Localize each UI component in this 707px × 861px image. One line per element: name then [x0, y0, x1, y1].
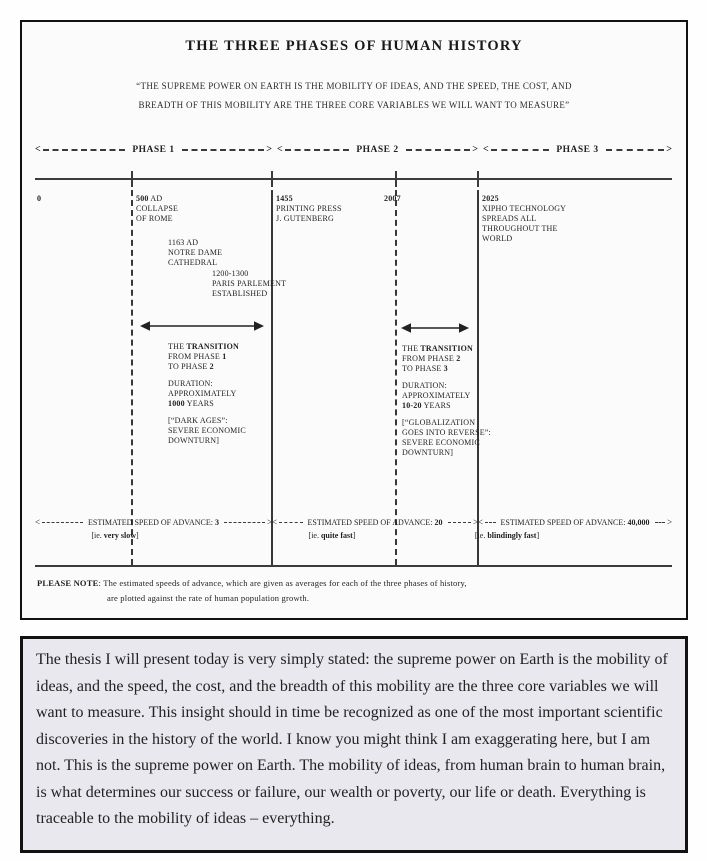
right-arrowhead: >: [666, 144, 672, 155]
left-arrowhead: <: [483, 144, 489, 155]
right-arrowhead: >: [266, 144, 272, 155]
transition2-double-arrow-icon: [400, 321, 470, 335]
right-arrowhead: >: [266, 517, 273, 527]
event-printing-press: [276, 194, 342, 224]
transition-text: APPROXIMATELY: [168, 389, 237, 398]
event-year-suffix: AD: [148, 194, 163, 203]
event-line: XIPHO TECHNOLOGY: [482, 204, 567, 213]
left-arrowhead: <: [277, 144, 283, 155]
annotation-line: PARIS PARLEMENT: [212, 279, 287, 288]
transition-to-phase: 3: [443, 364, 448, 373]
speed-value: 20: [434, 517, 443, 527]
tick-2007: [395, 171, 397, 187]
qualifier-text: [ie.: [91, 531, 104, 540]
transition-duration-label: DURATION:: [402, 381, 447, 390]
transition-from-phase: 2: [456, 354, 461, 363]
event-2007: [384, 194, 401, 204]
dash-line: [655, 522, 665, 523]
annotation-line: 1200-1300: [212, 269, 249, 278]
tick-500ad: [131, 171, 133, 187]
event-collapse-of-rome: [136, 194, 178, 224]
transition-note-line: GOES INTO REVERSE”:: [402, 428, 491, 437]
transition-to-phase: 2: [209, 362, 214, 371]
transition2-text: [402, 344, 491, 465]
qualifier-text: ]: [352, 531, 356, 540]
transition-text: TO PHASE: [168, 362, 210, 371]
annotation-paris-parlement: [212, 269, 286, 299]
thesis-panel: [20, 636, 688, 853]
transition-text: YEARS: [421, 401, 451, 410]
timeline-diagram-panel: [20, 20, 688, 620]
transition-title: TRANSITION: [186, 342, 240, 351]
transition1-text: [168, 342, 246, 453]
event-year: 0: [37, 194, 42, 203]
dash-line: [285, 149, 350, 151]
dash-line: [182, 149, 265, 151]
right-arrowhead: >: [666, 517, 673, 527]
transition-note-line: DOWNTURN]: [168, 436, 220, 445]
dash-line: [43, 149, 126, 151]
speed-label-text: ESTIMATED SPEED OF ADVANCE:: [88, 517, 215, 527]
left-arrowhead: <: [35, 517, 41, 527]
transition-duration-value: 10-20: [402, 401, 422, 410]
transition-title: TRANSITION: [420, 344, 474, 353]
speed-qualifier-phase2: [277, 531, 387, 540]
speed-phase1: [35, 516, 272, 528]
transition1-double-arrow-icon: [139, 319, 265, 333]
annotation-notre-dame: [168, 238, 222, 268]
speed-label: [85, 518, 222, 527]
please-note-line1: [37, 578, 467, 588]
event-year: 2025: [482, 194, 499, 203]
dash-line: [42, 522, 83, 523]
dash-line: [491, 149, 550, 151]
qualifier-text: [ie.: [308, 531, 321, 540]
transition-note-line: [“GLOBALIZATION: [402, 418, 476, 427]
tick-2025: [477, 171, 479, 187]
transition-text: YEARS: [184, 399, 214, 408]
divider-1455-solid-line: [271, 190, 273, 565]
event-xipho-technology: [482, 194, 566, 244]
right-arrowhead: >: [472, 517, 479, 527]
dash-line: [448, 522, 471, 523]
transition-note-line: SEVERE ECONOMIC: [168, 426, 246, 435]
phase2-header: [277, 143, 478, 156]
event-line: COLLAPSE: [136, 204, 179, 213]
quote-line-1: “THE SUPREME POWER ON EARTH IS THE MOBILITY OF IDEAS, AND THE SPEED, THE COST, AND: [136, 81, 572, 91]
qualifier-bold: quite fast: [320, 531, 353, 540]
event-line: THROUGHOUT THE: [482, 224, 558, 233]
dash-line: [406, 149, 471, 151]
annotation-line: NOTRE DAME: [168, 248, 223, 257]
quote-line-2: BREADTH OF THIS MOBILITY ARE THE THREE CORE VARIABLES WE WILL WANT TO MEASURE”: [138, 100, 570, 110]
event-year: 1455: [276, 194, 293, 203]
event-year: 2007: [384, 194, 401, 203]
transition-text: FROM PHASE: [168, 352, 223, 361]
transition-text: TO PHASE: [402, 364, 444, 373]
event-line: PRINTING PRESS: [276, 204, 342, 213]
qualifier-text: ]: [536, 531, 540, 540]
transition-text: APPROXIMATELY: [402, 391, 471, 400]
speed-label-text: ESTIMATED SPEED OF ADVANCE:: [307, 517, 435, 527]
event-line: WORLD: [482, 234, 513, 243]
annotation-line: 1163 AD: [168, 238, 199, 247]
annotation-line: CATHEDRAL: [168, 258, 218, 267]
transition-note-line: SEVERE ECONOMIC: [402, 438, 480, 447]
divider-2007-dashed-line: [395, 190, 397, 565]
event-line: SPREADS ALL: [482, 214, 537, 223]
transition-duration-label: DURATION:: [168, 379, 213, 388]
transition-duration-value: 1000: [168, 399, 185, 408]
tick-1455: [271, 171, 273, 187]
speed-value: 40,000: [627, 517, 650, 527]
transition-text: THE: [168, 342, 187, 351]
phase2-label: PHASE 2: [356, 144, 399, 155]
transition-note-line: DOWNTURN]: [402, 448, 454, 457]
please-note-line2: [107, 593, 309, 603]
speed-label-text: ESTIMATED SPEED OF ADVANCE:: [500, 517, 628, 527]
right-arrowhead: >: [472, 144, 478, 155]
thesis-paragraph: The thesis I will present today is very simply stated: the supreme power on Earth is the mobility of ideas, and the speed, the cost, and the breadth of this mobility are the three core variables we will want to measure. This insight should in time be recognized as one of the most important scientific discoveries in the history of the world. I know you might think I am exaggerating here, but I am not. This is the supreme power on Earth. The mobility of ideas, from human brain to human brain, is what determines our success or failure, our wealth or poverty, our life or death. Everything is traceable to the mobility of ideas – everything.: [36, 651, 668, 827]
diagram-title: THE THREE PHASES OF HUMAN HISTORY: [185, 38, 523, 54]
divider-500ad-dashed-line: [131, 190, 133, 565]
please-note-text: are plotted against the rate of human population growth.: [107, 593, 310, 603]
transition-text: THE: [402, 344, 421, 353]
left-arrowhead: <: [478, 517, 484, 527]
phase1-label: PHASE 1: [132, 144, 175, 155]
phase1-header: [35, 143, 272, 156]
left-arrowhead: <: [35, 144, 41, 155]
qualifier-bold: very slow: [103, 531, 136, 540]
qualifier-text: ]: [135, 531, 139, 540]
qualifier-text: [ie.: [474, 531, 488, 540]
dash-line: [606, 149, 665, 151]
dash-line: [485, 522, 495, 523]
phase3-header: [483, 143, 672, 156]
please-note-text: : The estimated speeds of advance, which are given as averages for each of the three phases of history,: [98, 578, 467, 588]
speed-value: 3: [215, 517, 219, 527]
event-year-zero: [37, 194, 41, 204]
bottom-axis: [35, 565, 672, 567]
please-note-label: PLEASE NOTE: [37, 578, 99, 588]
transition-from-phase: 1: [222, 352, 227, 361]
qualifier-bold: blindingly fast: [487, 531, 537, 540]
left-arrowhead: <: [272, 517, 278, 527]
dash-line: [279, 522, 302, 523]
speed-label: [305, 518, 446, 527]
speed-label: [498, 518, 653, 527]
event-year: 500: [136, 194, 149, 203]
event-line: J. GUTENBERG: [276, 214, 334, 223]
transition-note-line: [“DARK AGES”:: [168, 416, 228, 425]
dash-line: [224, 522, 265, 523]
transition-text: FROM PHASE: [402, 354, 457, 363]
event-line: OF ROME: [136, 214, 173, 223]
phase3-label: PHASE 3: [556, 144, 599, 155]
speed-phase3: [478, 516, 672, 528]
speed-qualifier-phase1: [60, 531, 170, 540]
speed-qualifier-phase3: [442, 531, 572, 540]
annotation-line: ESTABLISHED: [212, 289, 268, 298]
speed-phase2: [272, 516, 478, 528]
